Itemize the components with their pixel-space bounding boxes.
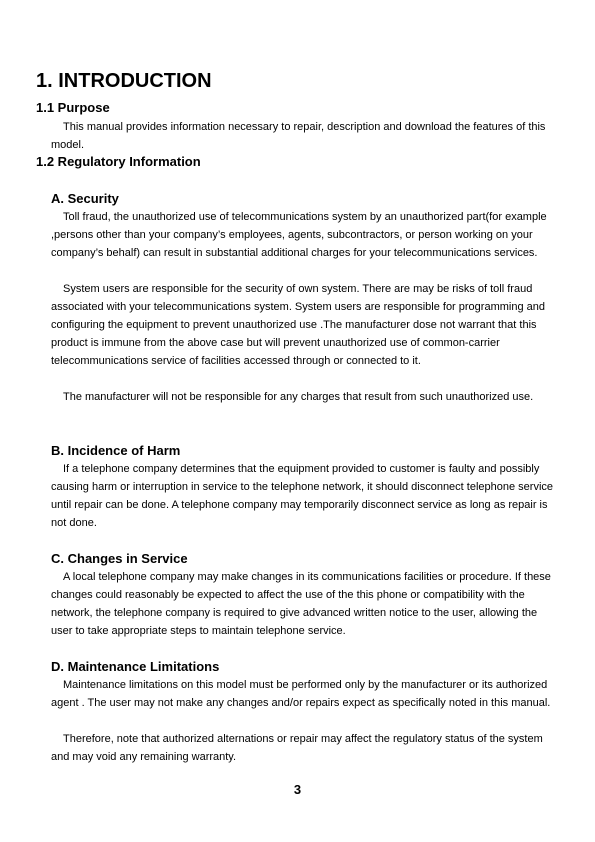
security-heading: A. Security <box>51 191 119 206</box>
regulatory-heading: 1.2 Regulatory Information <box>36 154 201 169</box>
security-paragraph-3: The manufacturer will not be responsible for any charges that result from such unauthorized use. <box>63 391 534 403</box>
page-number: 3 <box>293 782 302 797</box>
service-heading: C. Changes in Service <box>51 551 188 566</box>
harm-heading: B. Incidence of Harm <box>51 443 181 458</box>
page-title: 1. INTRODUCTION <box>36 70 212 92</box>
security-paragraph-1: Toll fraud, the unauthorized use of telecommunications system by an unauthorized part(for example ,persons other than your company’s employees, agents, subcontractors, or person working on your company’s behalf) can result in substantial additional charges for your telecommunications services. <box>51 211 547 260</box>
maintenance-heading: D. Maintenance Limitations <box>51 659 220 674</box>
harm-text: If a telephone company determines that the equipment provided to customer is faulty and possibly causing harm or interruption in service to the telephone network, it should disconnect telephone service until repair can be done. A telephone company may temporarily disconnect service as long as repair is not done. <box>51 463 554 530</box>
maintenance-paragraph-2: Therefore, note that authorized alternations or repair may affect the regulatory status of the system and may void any remaining warranty. <box>51 733 543 764</box>
security-paragraph-2: System users are responsible for the security of own system. There are may be risks of toll fraud associated with your telecommunications system. System users are responsible for programming and configuring the equipment to prevent unauthorized use .The manufacturer dose not warrant that this product is immune from the above case but will prevent unauthorized use of common-carrier telecommunications service of facilities accessed through or connected to it. <box>51 283 545 368</box>
purpose-heading: 1.1 Purpose <box>36 100 110 115</box>
purpose-text: This manual provides information necessary to repair, description and download the features of this model. <box>51 121 546 152</box>
service-text: A local telephone company may make changes in its communications facilities or procedure. If these changes could reasonably be expected to affect the use of the this phone or compatibility with the network, the telephone company is required to give advanced written notice to the user, allowing the user to take appropriate steps to maintain telephone service. <box>51 571 551 638</box>
maintenance-paragraph-1: Maintenance limitations on this model must be performed only by the manufacturer or its authorized agent . The user may not make any changes and/or repairs expect as specifically noted in this manual. <box>51 679 551 710</box>
